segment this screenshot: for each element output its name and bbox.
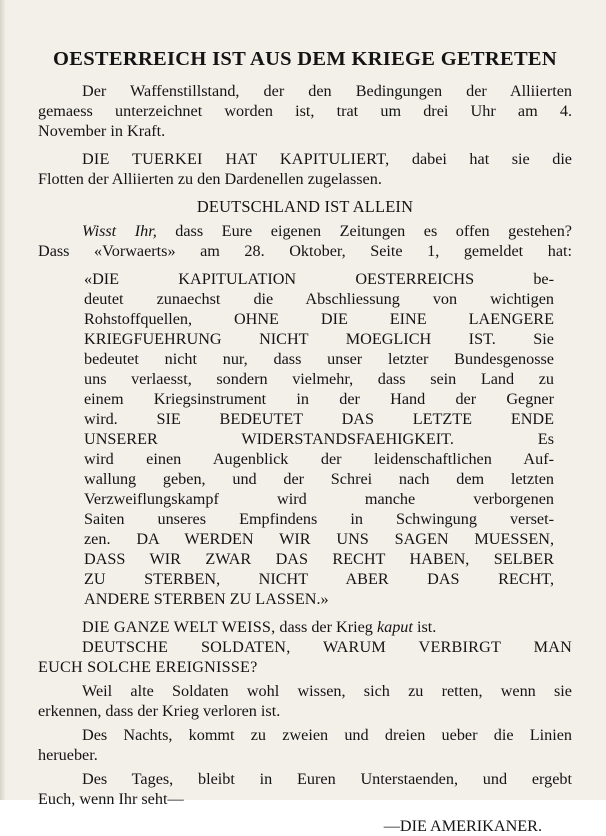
old-soldiers-line-2: erkennen, dass der Krieg verloren ist. xyxy=(38,702,281,720)
quote-line: ANDERE STERBEN ZU LASSEN.» xyxy=(84,590,329,608)
quote-line: einem Kriegsinstrument in der Hand der Gegner xyxy=(84,390,554,408)
armistice-line-1: Der Waffenstillstand, der den Bedingungen der Alliierten xyxy=(82,82,572,100)
old-soldiers-paragraph xyxy=(38,681,572,721)
turkey-line-2: Flotten der Alliierten zu den Dardenellen zugelassen. xyxy=(38,170,382,188)
armistice-line-2: gemaess unterzeichnet worden ist, trat um drei Uhr am 4. xyxy=(38,102,572,120)
day-line-1: Des Tages, bleibt in Euren Unterstaenden, und ergebt xyxy=(82,770,572,788)
night-line-1: Des Nachts, kommt zu zweien und dreien ueber die Linien xyxy=(82,726,572,744)
turkey-line-1 xyxy=(38,149,572,169)
armistice-line-3: November in Kraft. xyxy=(38,122,166,140)
quote-line: Verzweiflungskampf wird manche verborgenen xyxy=(84,490,554,508)
quote-line: Saiten unseres Empfindens in Schwingung verset- xyxy=(84,510,554,528)
quote-line: «DIE KAPITULATION OESTERREICHS be- xyxy=(84,270,554,288)
soldiers-question-paragraph xyxy=(38,637,572,677)
soldiers-line-2: EUCH SOLCHE EREIGNISSE? xyxy=(38,658,258,676)
quote-line: wird einen Augenblick der leidenschaftlichen Auf- xyxy=(84,450,554,468)
quote-line: wallung geben, und der Schrei nach dem letzten xyxy=(84,470,554,488)
headline: OESTERREICH IST AUS DEM KRIEGE GETRETEN xyxy=(52,48,558,70)
quote-line: DASS WIR ZWAR DAS RECHT HABEN, SELBER xyxy=(84,550,554,568)
quote-line: uns verlaesst, sondern vielmehr, dass sein Land zu xyxy=(84,370,554,388)
newspaper-paragraph xyxy=(38,221,572,261)
turkey-paragraph xyxy=(38,149,572,189)
armistice-paragraph xyxy=(38,81,572,141)
newspaper-rest: dass Eure eigenen Zeitungen es offen gestehen? xyxy=(156,222,572,240)
vorwaerts-quote xyxy=(84,269,554,609)
world-knows-line xyxy=(38,617,572,637)
quote-line: UNSERER WIDERSTANDSFAEHIGKEIT. Es xyxy=(84,430,554,448)
newspaper-line-1 xyxy=(38,221,572,241)
world-knows-paragraph xyxy=(38,617,572,637)
newspaper-line-2: Dass «Vorwaerts» am 28. Oktober, Seite 1, gemeldet hat: xyxy=(38,242,572,260)
page-edge xyxy=(0,0,6,800)
old-soldiers-line-1: Weil alte Soldaten wohl wissen, sich zu retten, wenn sie xyxy=(82,682,572,700)
world-knows-caps: DIE GANZE WELT WEISS, xyxy=(82,618,276,636)
turkey-rest: dabei hat sie die xyxy=(389,150,572,168)
turkey-caps: DIE TUERKEI HAT KAPITULIERT, xyxy=(82,150,390,168)
quote-line: bedeutet nicht nur, dass unser letzter Bundesgenosse xyxy=(84,350,554,368)
quote-line: KRIEGFUEHRUNG NICHT MOEGLICH IST. Sie xyxy=(84,330,554,348)
night-paragraph xyxy=(38,725,572,765)
signature: —DIE AMERIKANER. xyxy=(383,817,542,835)
subheading: DEUTSCHLAND IST ALLEIN xyxy=(196,197,414,216)
night-line-2: herueber. xyxy=(38,746,98,764)
day-paragraph xyxy=(38,769,572,809)
quote-line: zen. DA WERDEN WIR UNS SAGEN MUESSEN, xyxy=(84,530,554,548)
kaput-italic: kaput xyxy=(376,618,413,636)
leaflet-content xyxy=(38,48,572,836)
newspaper-italic: Wisst Ihr, xyxy=(82,222,157,240)
world-knows-end: ist. xyxy=(412,618,437,636)
quote-line: deutet zunaechst die Abschliessung von wichtigen xyxy=(84,290,554,308)
world-knows-mid: dass der Krieg xyxy=(275,618,377,636)
day-line-2: Euch, wenn Ihr seht— xyxy=(38,790,184,808)
soldiers-line-1: DEUTSCHE SOLDATEN, WARUM VERBIRGT MAN xyxy=(82,638,572,656)
quote-line: ZU STERBEN, NICHT ABER DAS RECHT, xyxy=(84,570,554,588)
quote-line: Rohstoffquellen, OHNE DIE EINE LAENGERE xyxy=(84,310,554,328)
quote-line: wird. SIE BEDEUTET DAS LETZTE ENDE xyxy=(84,410,554,428)
